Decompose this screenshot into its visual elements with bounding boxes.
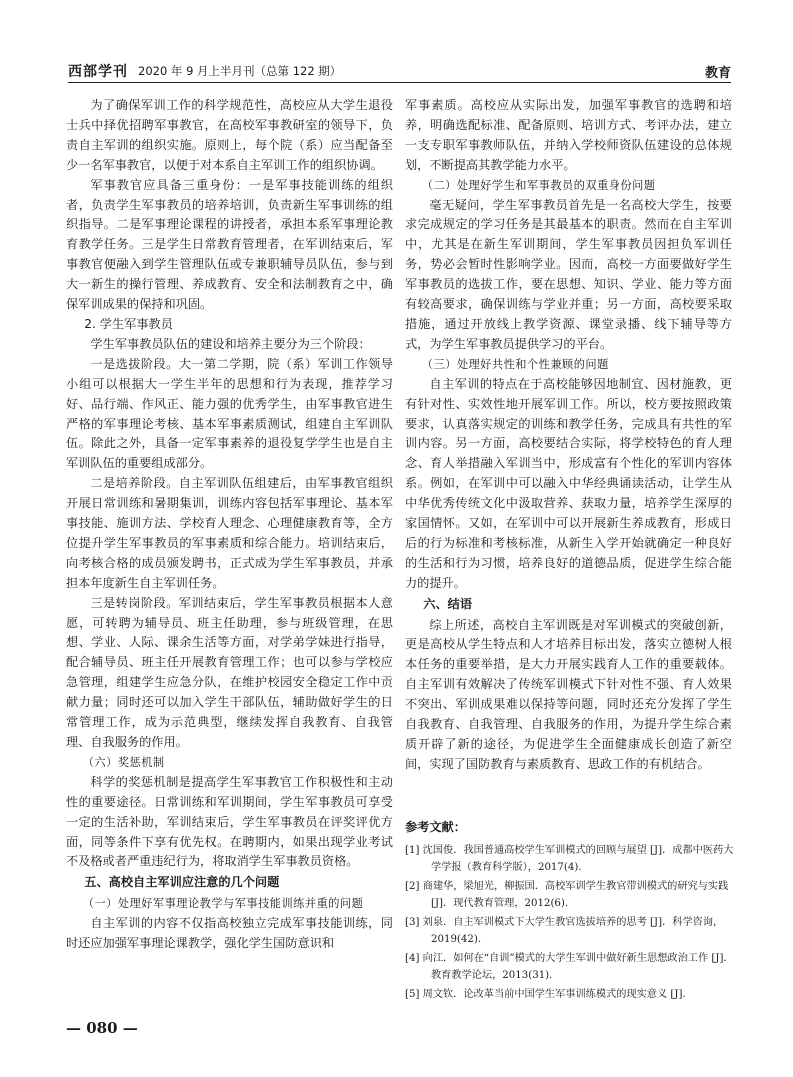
paragraph: 三是转岗阶段。军训结束后，学生军事教员根据本人意愿，可转聘为辅导员、班主任助理，参与班级管理，在思想、学业、人际、课余生活等方面，对学弟学妹进行指导，配合辅导员、班主任开展教育管理工作；也可以参与学校应急管理，组建学生应急分队，在维护校园安全稳定工作中贡献力量；同时还可以加入学生干部队伍，辅助做好学生的日常管理工作，成为示范典型，继续发挥自我教育、自我管理、自我服务的作用。 xyxy=(66,595,393,749)
paragraph: 军事素质。高校应从实际出发，加强军事教官的选聘和培养，明确选配标准、配备原则、培训方式、考评办法，建立一支专职军事教师队伍，并纳入学校师资队伍建设的总体规划，不断提高其教学能力水平。 xyxy=(405,98,732,172)
paragraph: 为了确保军训工作的科学规范性，高校应从大学生退役士兵中择优招聘军事教官，在高校军事教研室的领导下，负责自主军训的组织实施。原则上，每个院（系）应当配备至少一名军事教官，以便于对本系自主军训工作的组织协调。 xyxy=(66,98,393,172)
section-heading: 五、高校自主军训应注意的几个问题 xyxy=(84,875,280,890)
reference-item: [1] 沈国俊．我国普通高校学生军训模式的回顾与展望 [J]．成都中医药大学学报（教育科学版），2017(4). xyxy=(405,845,734,873)
subheading: （三）处理好共性和个性兼顾的问题 xyxy=(421,357,609,371)
reference-item: [5] 周文钦．论改革当前中国学生军事训练模式的现实意义 [J]. xyxy=(405,989,686,1000)
paragraph: 军事教官应具备三重身份：一是军事技能训练的组织者，负责学生军事教员的培养培训，负责新生军事训练的组织指导。二是军事理论课程的讲授者，承担本系军事理论教育教学任务。三是学生日常教育管理者，在军训结束后，军事教官便融入到学生管理队伍或专兼职辅导员队伍，参与到大一新生的操行管理、养成教育、安全和法制教育之中，确保军训成果的保持和巩固。 xyxy=(66,177,393,312)
paragraph: 二是培养阶段。自主军训队伍组建后，由军事教官组织开展日常训练和暑期集训，训练内容包括军事理论、基本军事技能、施训方法、学校育人理念、心理健康教育等，全方位提升学生军事教员的军事素质和综合能力。培训结束后，向考核合格的成员颁发聘书，正式成为学生军事教员，并承担本年度新生自主军训任务。 xyxy=(66,476,393,590)
reference-item: [2] 商建华，梁旭光，柳振国．高校军训学生教官带训模式的研究与实践 [J]．现代教育管理，2012(6). xyxy=(405,881,729,909)
journal-logo: 西部学刊 xyxy=(68,64,128,80)
page-number: — 080 — xyxy=(66,1019,138,1037)
paragraph: 科学的奖惩机制是提高学生军事教官工作积极性和主动性的重要途径。日常训练和军训期间，学生军事教员可享受一定的生活补助，军训结束后，学生军事教员在评奖评优方面，同等条件下享有优先权。在聘期内，如果出现学业考试不及格或者严重违纪行为，将取消学生军事教员资格。 xyxy=(66,774,393,869)
left-column xyxy=(66,96,393,954)
reference-item: [3] 刘泉．自主军训模式下大学生教官选拔培养的思考 [J]．科学咨询，2019(42). xyxy=(405,917,724,945)
reference-item: [4] 向江．如何在“自训”模式的大学生军训中做好新生思想政治工作 [J]．教育教学论坛，2013(31). xyxy=(405,953,734,981)
subheading: （一）处理好军事理论教学与军事技能训练并重的问题 xyxy=(82,897,364,911)
references-title: 参考文献： xyxy=(405,820,466,834)
running-header xyxy=(68,58,731,83)
section-heading: 六、结语 xyxy=(423,596,473,611)
paragraph: 一是选拔阶段。大一第二学期，院（系）军训工作领导小组可以根据大一学生半年的思想和行为表现，推荐学习好、品行端、作风正、能力强的优秀学生，由军事教官进生严格的军事理论考核、基本军事素质测试，组建自主军训队伍。除此之外，具备一定军事素养的退役复学学生也是自主军训队伍的重要组成部分。 xyxy=(66,356,393,471)
subheading: 2. 学生军事教员 xyxy=(84,316,173,331)
paragraph: 综上所述，高校自主军训既是对军训模式的突破创新，更是高校从学生特点和人才培养目标出发，落实立德树人根本任务的重要举措，是大力开展实践育人工作的重要载体。自主军训有效解决了传统军训模式下针对性不强、育人效果不突出、军训成果难以保持等问题，同时还充分发挥了学生自我教育、自我管理、自我服务的作用，为提升学生综合素质开辟了新的途径，为促进学生全面健康成长创造了新空间，实现了国防教育与素质教育、思政工作的有机结合。 xyxy=(405,617,732,771)
subheading: （二）处理好学生和军事教员的双重身份问题 xyxy=(421,178,656,192)
paragraph: 毫无疑问，学生军事教员首先是一名高校大学生，按要求完成规定的学习任务是其最基本的职责。然而在自主军训中，尤其是在新生军训期间，学生军事教员因担负军训任务，势必会暂时性影响学业。因而，高校一方面要做好学生军事教员的选拔工作，要在思想、知识、学业、能力等方面有较高要求，确保训练与学业并重；另一方面，高校要采取措施，通过开放线上教学资源、课堂录播、线下辅导等方式，为学生军事教员提供学习的平台。 xyxy=(405,197,732,351)
right-column xyxy=(405,96,732,775)
issue-info: 2020 年 9 月上半月刊（总第 122 期） xyxy=(138,64,342,78)
paragraph: 自主军训的内容不仅指高校独立完成军事技能训练，同时还应加强军事理论课教学，强化学生国防意识和 xyxy=(66,916,393,951)
references xyxy=(405,818,735,1007)
paragraph: 学生军事教员队伍的建设和培养主要分为三个阶段： xyxy=(90,336,371,351)
paragraph: 自主军训的特点在于高校能够因地制宜、因材施教，更有针对性、实效性地开展军训工作。所以，校方要按照政策要求，认真落实规定的训练和教学任务，完成具有共性的军训内容。另一方面，高校要结合实际，将学校特色的育人理念、育人举措融入军训当中，形成富有个性化的军训内容体系。例如，在军训中可以融入中华经典诵读活动，让学生从中华优秀传统文化中汲取营养、获取力量，培养学生深厚的家国情怀。又如，在军训中可以开展新生养成教育，形成日后的行为标准和考核标准，从新生入学开始就确定一种良好的生活和行为习惯，培养良好的道德品质，促进学生综合能力的提升。 xyxy=(405,376,732,590)
subheading: （六）奖惩机制 xyxy=(82,755,165,769)
section-name: 教育 xyxy=(704,66,731,81)
